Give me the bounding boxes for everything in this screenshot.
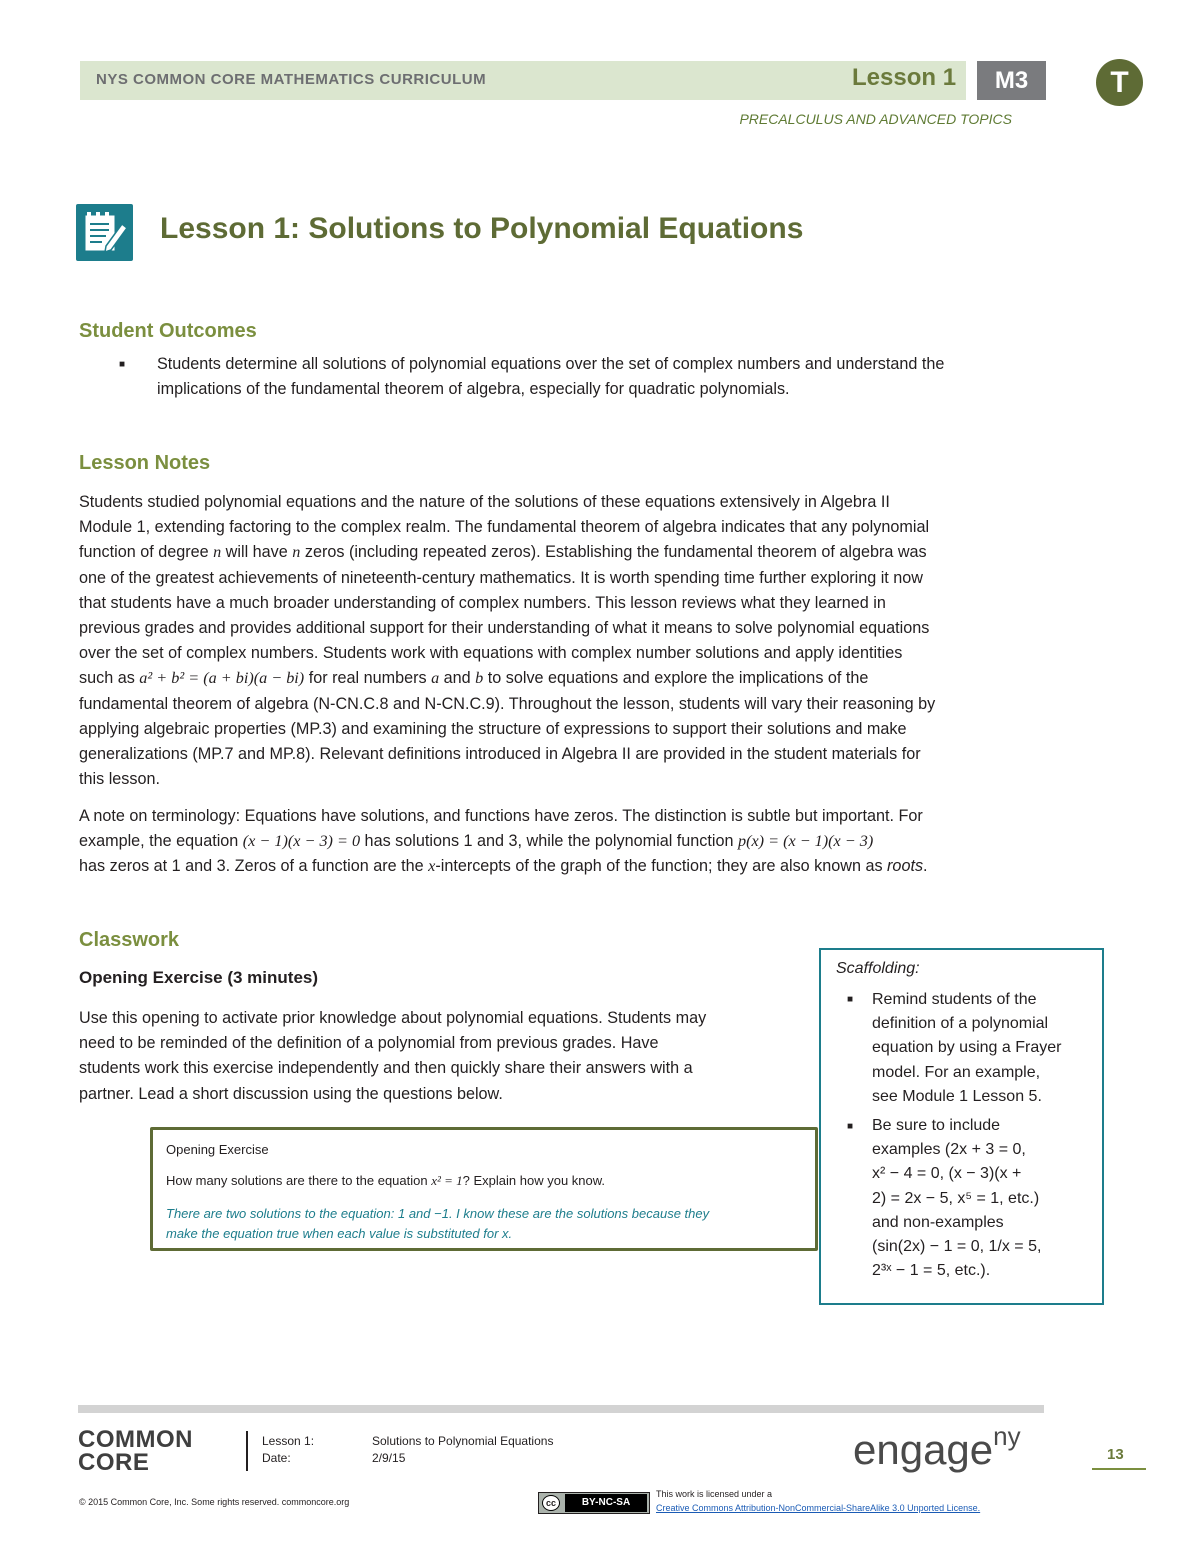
engageny-logo: engage$^{ny}$	[853, 1421, 1021, 1473]
footer-lesson-key: Lesson 1:	[262, 1434, 315, 1448]
lesson-notes-heading: Lesson Notes	[79, 452, 211, 474]
classwork-heading: Classwork	[79, 929, 180, 951]
square-bullet-icon: ■	[847, 994, 854, 1005]
curriculum-name: NYS COMMON CORE MATHEMATICS CURRICULUM	[96, 71, 487, 88]
module-badge: M3	[977, 61, 1046, 100]
exercise-title: Opening Exercise	[166, 1142, 269, 1157]
footer-date-key: Date:	[262, 1451, 291, 1465]
scaffolding-item-1: Remind students of the definition of a polynomial equation by using a Frayer model. For an example, see Module 1 Lesson 5.	[872, 991, 1062, 1105]
notepad-pencil-icon	[76, 204, 133, 261]
lesson-label: Lesson 1	[852, 64, 957, 91]
opening-exercise-box	[150, 1127, 818, 1251]
scaffolding-box	[819, 948, 1104, 1305]
page-title: Lesson 1: Solutions to Polynomial Equations	[160, 212, 804, 245]
common-core-logo: COMMON CORE	[78, 1426, 193, 1476]
square-bullet-icon: ■	[847, 1121, 854, 1132]
exercise-question: How many solutions are there to the equation x² = 1? Explain how you know.	[166, 1173, 606, 1188]
creative-commons-icon[interactable]: cc BY-NC-SA	[538, 1492, 650, 1514]
copyright: © 2015 Common Core, Inc. Some rights reserved. commoncore.org	[79, 1497, 350, 1507]
lesson-notes-paragraph-2: A note on terminology: Equations have solutions, and functions have zeros. The distinction is subtle but important. For example, the equation (x − 1)(x − 3) = 0 has solutions 1 and 3, while the polynomial function p(x) = (x − 1)(x − 3) has zeros at 1 and 3. Zeros of a function are the x-intercepts of the graph of the function; they are also known as roots.	[79, 807, 928, 876]
outcomes-heading: Student Outcomes	[79, 320, 257, 342]
footer-divider	[246, 1431, 248, 1471]
page-number-rule	[1092, 1468, 1146, 1470]
page-number: 13	[1107, 1446, 1124, 1463]
scaffolding-item-2: Be sure to include examples (2x + 3 = 0, x² − 4 = 0, (x − 3)(x + 2) = 2x − 5, x⁵ = 1, etc.) and non-examples (sin(2x) − 1 = 0, 1/x = 5, 2³ˣ − 1 = 5, etc.).	[872, 1117, 1042, 1280]
course-name: PRECALCULUS AND ADVANCED TOPICS	[739, 111, 1012, 127]
exercise-answer: There are two solutions to the equation: 1 and −1. I know these are the solutions because they make the equation true when each value is substituted for x.	[166, 1206, 710, 1241]
lesson-notes-paragraph-1: Students studied polynomial equations and the nature of the solutions of these equations extensively in Algebra II Module 1, extending factoring to the complex realm. The fundamental theorem of algebra indicates that any polynomial function of degree n will have n zeros (including repeated zeros). Establishing the fundamental theorem of algebra was one of the greatest achievements of nineteenth-century mathematics. It is worth spending time further exploring it now that students have a much broader understanding of complex numbers. This lesson reviews what they learned in previous grades and provides additional support for their understanding of what it means to solve polynomial equations over the set of complex numbers. Students work with equations with complex number solutions and apply identities such as a² + b² = (a + bi)(a − bi) for real numbers a and b to solve equations and explore the implications of the fundamental theorem of algebra (N-CN.C.8 and N-CN.C.9). Throughout the lesson, students will vary their reasoning by applying algebraic properties (MP.3) and examining the structure of expressions to support their solutions and make generalizations (MP.7 and MP.8). Relevant definitions introduced in Algebra II are provided in the student materials for this lesson.	[79, 493, 936, 789]
teacher-badge: T	[1096, 59, 1143, 106]
footer-lesson-value: Solutions to Polynomial Equations	[372, 1434, 554, 1448]
square-bullet-icon: ■	[119, 359, 126, 370]
footer-rule	[78, 1405, 1044, 1413]
license-text: This work is licensed under a	[656, 1489, 773, 1499]
opening-intro: Use this opening to activate prior knowledge about polynomial equations. Students may need to be reminded of the definition of a polynomial from previous grades. Have students work this exercise independently and then quickly share their answers with a partner. Lead a short discussion using the questions below.	[79, 1009, 707, 1103]
opening-exercise-heading: Opening Exercise (3 minutes)	[79, 968, 319, 987]
outcome-item: Students determine all solutions of polynomial equations over the set of complex numbers and understand the implications of the fundamental theorem of algebra, especially for quadratic polynomials.	[157, 355, 945, 399]
scaffolding-title: Scaffolding:	[836, 960, 920, 977]
footer-date-value: 2/9/15	[372, 1451, 406, 1465]
license-link[interactable]: Creative Commons Attribution-NonCommercial-ShareAlike 3.0 Unported License.	[656, 1503, 981, 1513]
